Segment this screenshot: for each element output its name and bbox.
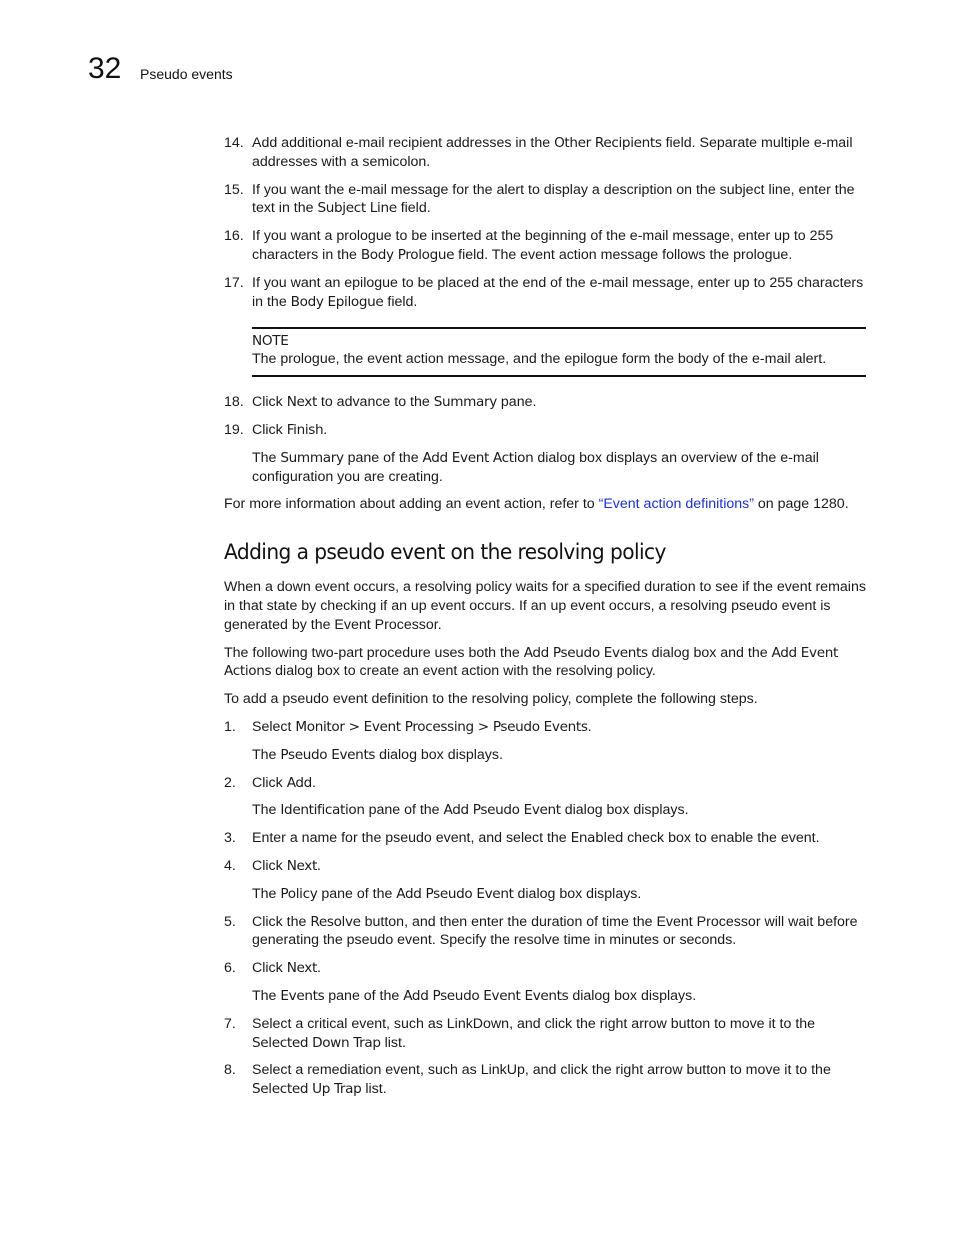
step-text: Click [252, 394, 287, 411]
step-text: field. [396, 200, 431, 217]
ui-term: Identification [280, 802, 365, 819]
ui-term: Finish [286, 421, 324, 438]
list-item [224, 181, 866, 219]
ui-term: Resolve [310, 913, 361, 930]
step-text: If you want the e-mail message for the alert to display a description on the subject line, enter the text in the [252, 181, 855, 217]
step-number: 19. [224, 421, 244, 438]
step-number: 17. [224, 274, 244, 291]
step-text: field. The event action message follows the prologue. [454, 246, 793, 263]
ui-term: Add Pseudo Event [443, 802, 561, 819]
step-number: 15. [224, 181, 244, 198]
step-text: Add additional e-mail recipient addresses in the [252, 135, 555, 151]
list-item: 7. Select a critical event, such as LinkDown, and click the right arrow button to move it to the Selected Down Trap list. [224, 1015, 816, 1051]
chapter-title: Pseudo events [140, 66, 233, 82]
step-number: 3. [224, 830, 236, 847]
step-text: If you want a prologue to be inserted at the beginning of the e-mail message, enter up to 255 characters in the [252, 228, 834, 263]
chapter-number: 32 [88, 52, 122, 85]
section-paragraph: To add a pseudo event definition to the resolving policy, complete the following steps. [224, 691, 758, 708]
note-text: The prologue, the event action message, and the epilogue form the body of the e-mail alert. [252, 351, 827, 368]
ui-term: Subject Line [317, 200, 397, 217]
ui-term: Other Recipients [554, 135, 662, 151]
list-item [224, 274, 866, 312]
list-item [224, 134, 866, 172]
ui-term: Next [286, 960, 317, 977]
step-number: 7. [224, 1015, 236, 1032]
list-item [224, 393, 866, 412]
list-item: 6. Click Next. [224, 960, 321, 977]
ui-term: Add [286, 774, 312, 791]
ui-term: Add Event Actions [224, 644, 838, 680]
step-number: 16. [224, 228, 244, 245]
ui-term: Body Prologue [360, 246, 455, 263]
ui-term: Add Pseudo Event Events [403, 987, 569, 1004]
ui-term: Pseudo Events [280, 746, 376, 763]
cross-reference-link[interactable]: “Event action definitions” [598, 496, 754, 513]
section-paragraph: When a down event occurs, a resolving policy waits for a specified duration to see if the event remains in that state by checking if an up event occurs. If an up event occurs, a resolving pseudo event is generated by the Event Processor. [224, 579, 866, 633]
ui-term: Monitor > Event Processing > Pseudo Events [295, 718, 588, 735]
ui-term: Next [286, 394, 317, 411]
step-number: 8. [224, 1062, 236, 1079]
list-item: 4. Click Next. [224, 857, 321, 874]
list-item: 2. Click Add. [224, 774, 316, 791]
ui-term: Summary [280, 449, 344, 466]
ui-term: Summary [433, 394, 497, 411]
section-paragraph: The following two-part procedure uses both the Add Pseudo Events dialog box and the Add Event Actions dialog box to create an event action with the resolving policy. [224, 644, 838, 680]
step-result: The Summary pane of the Add Event Action dialog box displays an overview of the e-mail configuration you are creating. [252, 449, 819, 485]
step-number: 6. [224, 960, 236, 977]
step-text: . [323, 421, 328, 438]
ui-term: Add Pseudo Event [396, 885, 514, 902]
step-number: 18. [224, 394, 244, 411]
step-text: If you want an epilogue to be placed at the end of the e-mail message, enter up to 255 characters in the [252, 274, 864, 310]
cross-reference-paragraph: For more information about adding an event action, refer to “Event action definitions” on page 1280. [224, 496, 849, 513]
note-box [252, 327, 866, 377]
step-result: The Policy pane of the Add Pseudo Event dialog box displays. [252, 885, 642, 902]
list-item [224, 421, 866, 440]
ui-term: Add Event Action [422, 449, 534, 466]
step-text: to advance to the [316, 394, 434, 411]
ui-term: Add Pseudo Events [523, 644, 648, 661]
list-item [224, 227, 866, 265]
step-number: 2. [224, 774, 236, 791]
note-label: NOTE [252, 333, 289, 350]
step-number: 1. [224, 718, 236, 735]
ui-term: Events [280, 987, 325, 1004]
list-item: 3. Enter a name for the pseudo event, and select the Enabled check box to enable the event. [224, 830, 820, 847]
page-content [224, 134, 866, 1108]
step-text: pane. [496, 394, 537, 411]
step-text: Click [252, 421, 287, 438]
step-number: 5. [224, 913, 236, 930]
ui-term: Selected Up Trap [252, 1081, 362, 1098]
step-text: field. [383, 293, 418, 310]
list-item: 5. Click the Resolve button, and then enter the duration of time the Event Processor will wait before generating the pseudo event. Specify the resolve time in minutes or seconds. [224, 913, 858, 949]
step-result: The Pseudo Events dialog box displays. [252, 746, 503, 763]
step-text: field. Separate multiple e-mail addresses with a semicolon. [252, 135, 853, 170]
ui-term: Policy [280, 885, 318, 902]
step-result: The Events pane of the Add Pseudo Event Events dialog box displays. [252, 987, 697, 1004]
ui-term: Next [286, 857, 317, 874]
list-item: 8. Select a remediation event, such as LinkUp, and click the right arrow button to move it to the Selected Up Trap list. [224, 1062, 831, 1098]
ui-term: Body Epilogue [290, 293, 384, 310]
step-number: 4. [224, 857, 236, 874]
list-item: 1. Select Monitor > Event Processing > Pseudo Events. [224, 718, 592, 735]
ui-term: Enabled [570, 830, 624, 847]
ui-term: Selected Down Trap [252, 1034, 381, 1051]
step-result: The Identification pane of the Add Pseudo Event dialog box displays. [252, 802, 689, 819]
section-heading: Adding a pseudo event on the resolving policy [224, 540, 666, 565]
step-number: 14. [224, 135, 244, 151]
